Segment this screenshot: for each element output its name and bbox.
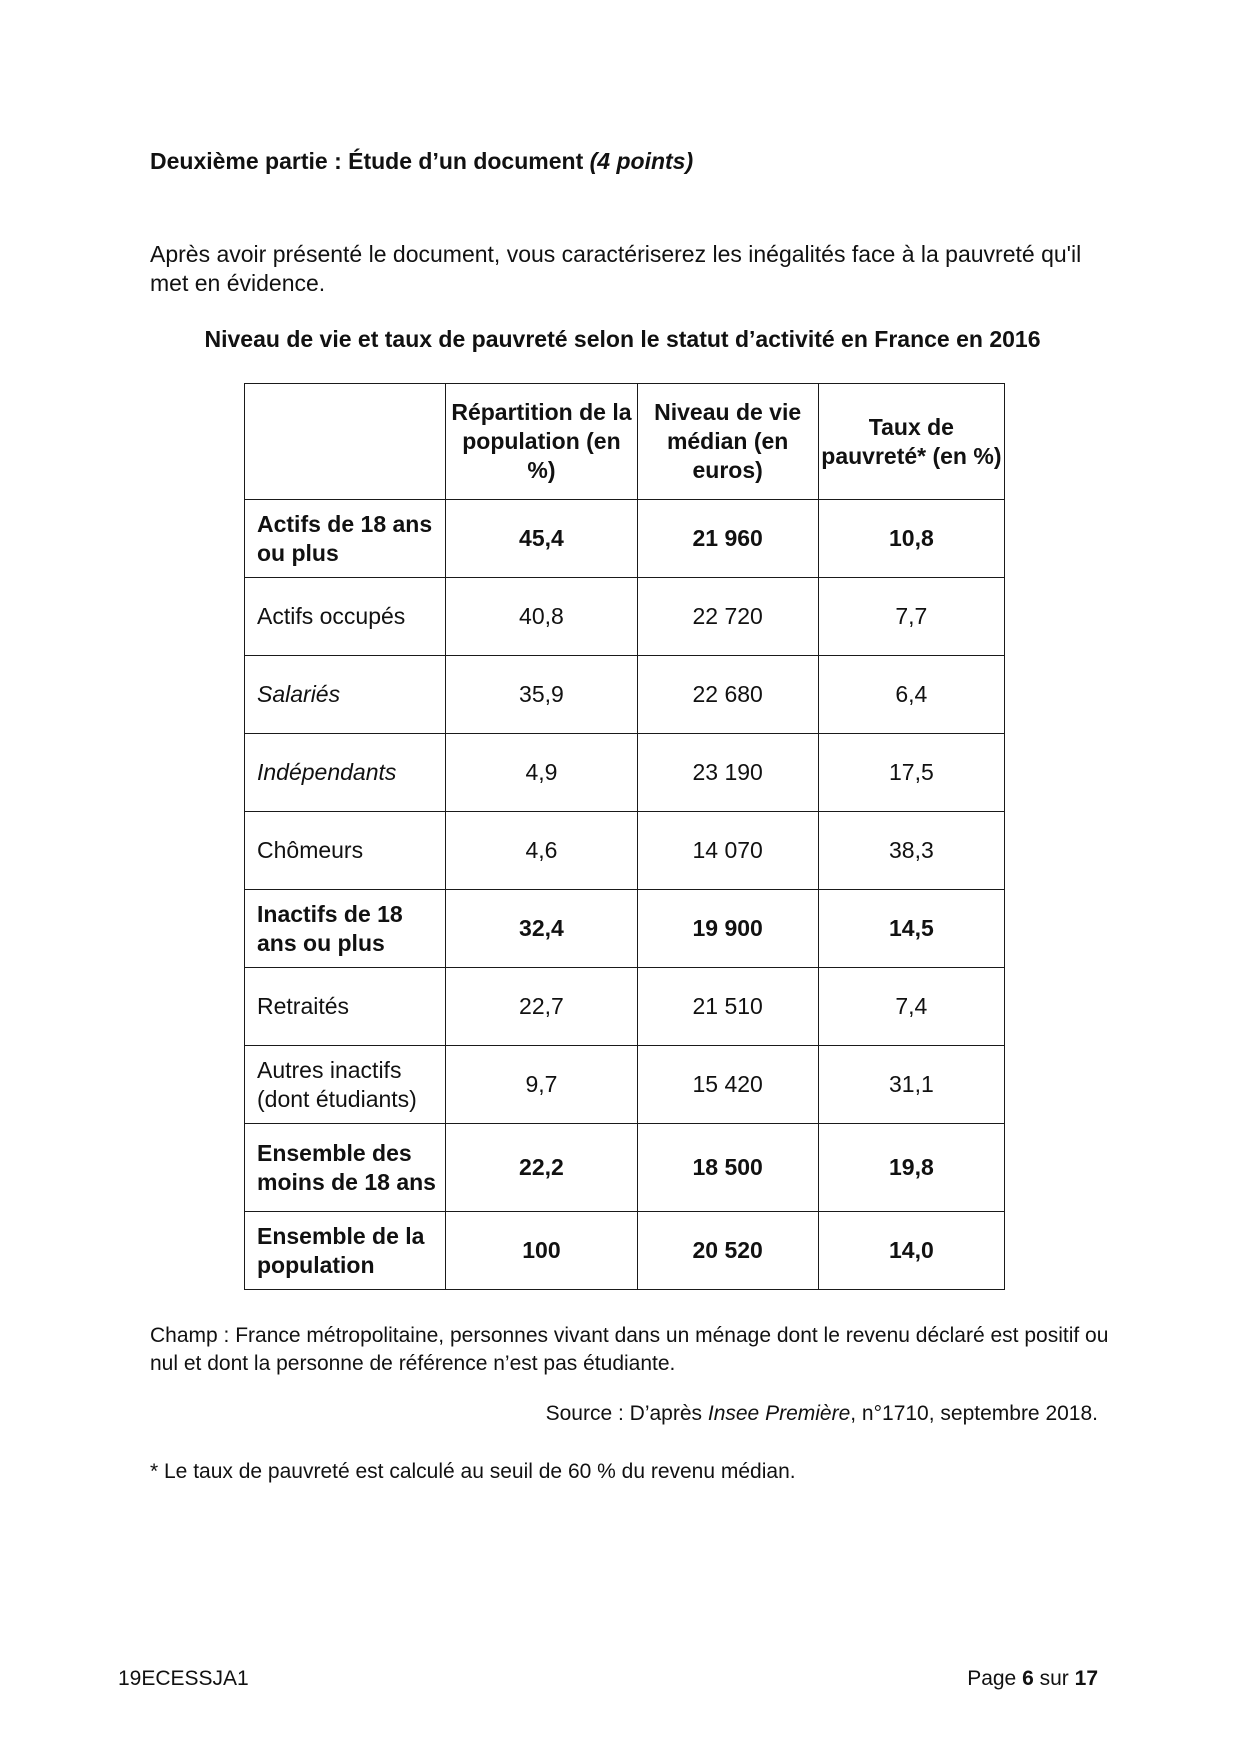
- source-note: [150, 1402, 1098, 1426]
- table-row: [245, 734, 1005, 812]
- row-label: Retraités: [245, 968, 446, 1046]
- table-row: [245, 890, 1005, 968]
- cell-niveau: 22 680: [637, 656, 818, 734]
- page-number: [967, 1667, 1098, 1691]
- table-row: [245, 1046, 1005, 1124]
- cell-taux: 10,8: [818, 500, 1004, 578]
- cell-taux: 31,1: [818, 1046, 1004, 1124]
- cell-niveau: 14 070: [637, 812, 818, 890]
- source-suffix: , n°1710, septembre 2018.: [850, 1402, 1098, 1425]
- header-empty: [245, 384, 446, 500]
- table-row: [245, 1212, 1005, 1290]
- cell-taux: 19,8: [818, 1124, 1004, 1212]
- cell-repartition: 22,2: [446, 1124, 637, 1212]
- table-row: [245, 578, 1005, 656]
- document-code: 19ECESSJA1: [118, 1667, 249, 1690]
- cell-repartition: 32,4: [446, 890, 637, 968]
- page-sep: sur: [1039, 1667, 1069, 1690]
- table-row: [245, 1124, 1005, 1212]
- page-total: 17: [1074, 1667, 1098, 1690]
- champ-note: Champ : France métropolitaine, personnes vivant dans un ménage dont le revenu déclaré est positif ou nul et dont la personne de référence n’est pas étudiante.: [150, 1324, 1109, 1375]
- cell-repartition: 4,6: [446, 812, 637, 890]
- row-label: Salariés: [245, 656, 446, 734]
- footnote: * Le taux de pauvreté est calculé au seuil de 60 % du revenu médian.: [150, 1460, 796, 1483]
- cell-taux: 7,7: [818, 578, 1004, 656]
- row-label: Ensemble de la population: [245, 1212, 446, 1290]
- cell-niveau: 18 500: [637, 1124, 818, 1212]
- cell-repartition: 45,4: [446, 500, 637, 578]
- cell-repartition: 22,7: [446, 968, 637, 1046]
- source-prefix: Source : D’après: [545, 1402, 703, 1425]
- header-niveau: Niveau de vie médian (en euros): [637, 384, 818, 500]
- cell-niveau: 20 520: [637, 1212, 818, 1290]
- table-row: [245, 968, 1005, 1046]
- row-label: Inactifs de 18 ans ou plus: [245, 890, 446, 968]
- header-repartition: Répartition de la population (en %): [446, 384, 637, 500]
- row-label: Indépendants: [245, 734, 446, 812]
- section-title-text: Deuxième partie : Étude d’un document: [150, 148, 584, 174]
- row-label: Chômeurs: [245, 812, 446, 890]
- cell-taux: 7,4: [818, 968, 1004, 1046]
- cell-repartition: 40,8: [446, 578, 637, 656]
- row-label: Autres inactifs (dont étudiants): [245, 1046, 446, 1124]
- source-publication: Insee Première: [707, 1402, 851, 1425]
- cell-repartition: 9,7: [446, 1046, 637, 1124]
- cell-taux: 6,4: [818, 656, 1004, 734]
- cell-repartition: 4,9: [446, 734, 637, 812]
- row-label: Actifs de 18 ans ou plus: [245, 500, 446, 578]
- cell-taux: 14,5: [818, 890, 1004, 968]
- section-points: (4 points): [589, 148, 694, 174]
- instruction-text: Après avoir présenté le document, vous caractériserez les inégalités face à la pauvreté qu'il met en évidence.: [150, 241, 1082, 296]
- cell-repartition: 35,9: [446, 656, 637, 734]
- cell-taux: 38,3: [818, 812, 1004, 890]
- cell-niveau: 21 960: [637, 500, 818, 578]
- cell-niveau: 19 900: [637, 890, 818, 968]
- section-title: [150, 148, 693, 175]
- table-row: [245, 812, 1005, 890]
- table-title: Niveau de vie et taux de pauvreté selon le statut d’activité en France en 2016: [204, 326, 1041, 352]
- cell-niveau: 21 510: [637, 968, 818, 1046]
- poverty-table: [244, 383, 1005, 1290]
- row-label: Actifs occupés: [245, 578, 446, 656]
- cell-niveau: 22 720: [637, 578, 818, 656]
- cell-niveau: 15 420: [637, 1046, 818, 1124]
- table-row: [245, 656, 1005, 734]
- cell-niveau: 23 190: [637, 734, 818, 812]
- page-current: 6: [1022, 1667, 1034, 1690]
- table-header-row: [245, 384, 1005, 500]
- cell-taux: 17,5: [818, 734, 1004, 812]
- cell-repartition: 100: [446, 1212, 637, 1290]
- page-prefix: Page: [967, 1667, 1017, 1690]
- header-taux: Taux de pauvreté* (en %): [818, 384, 1004, 500]
- cell-taux: 14,0: [818, 1212, 1004, 1290]
- row-label: Ensemble des moins de 18 ans: [245, 1124, 446, 1212]
- table-row: [245, 500, 1005, 578]
